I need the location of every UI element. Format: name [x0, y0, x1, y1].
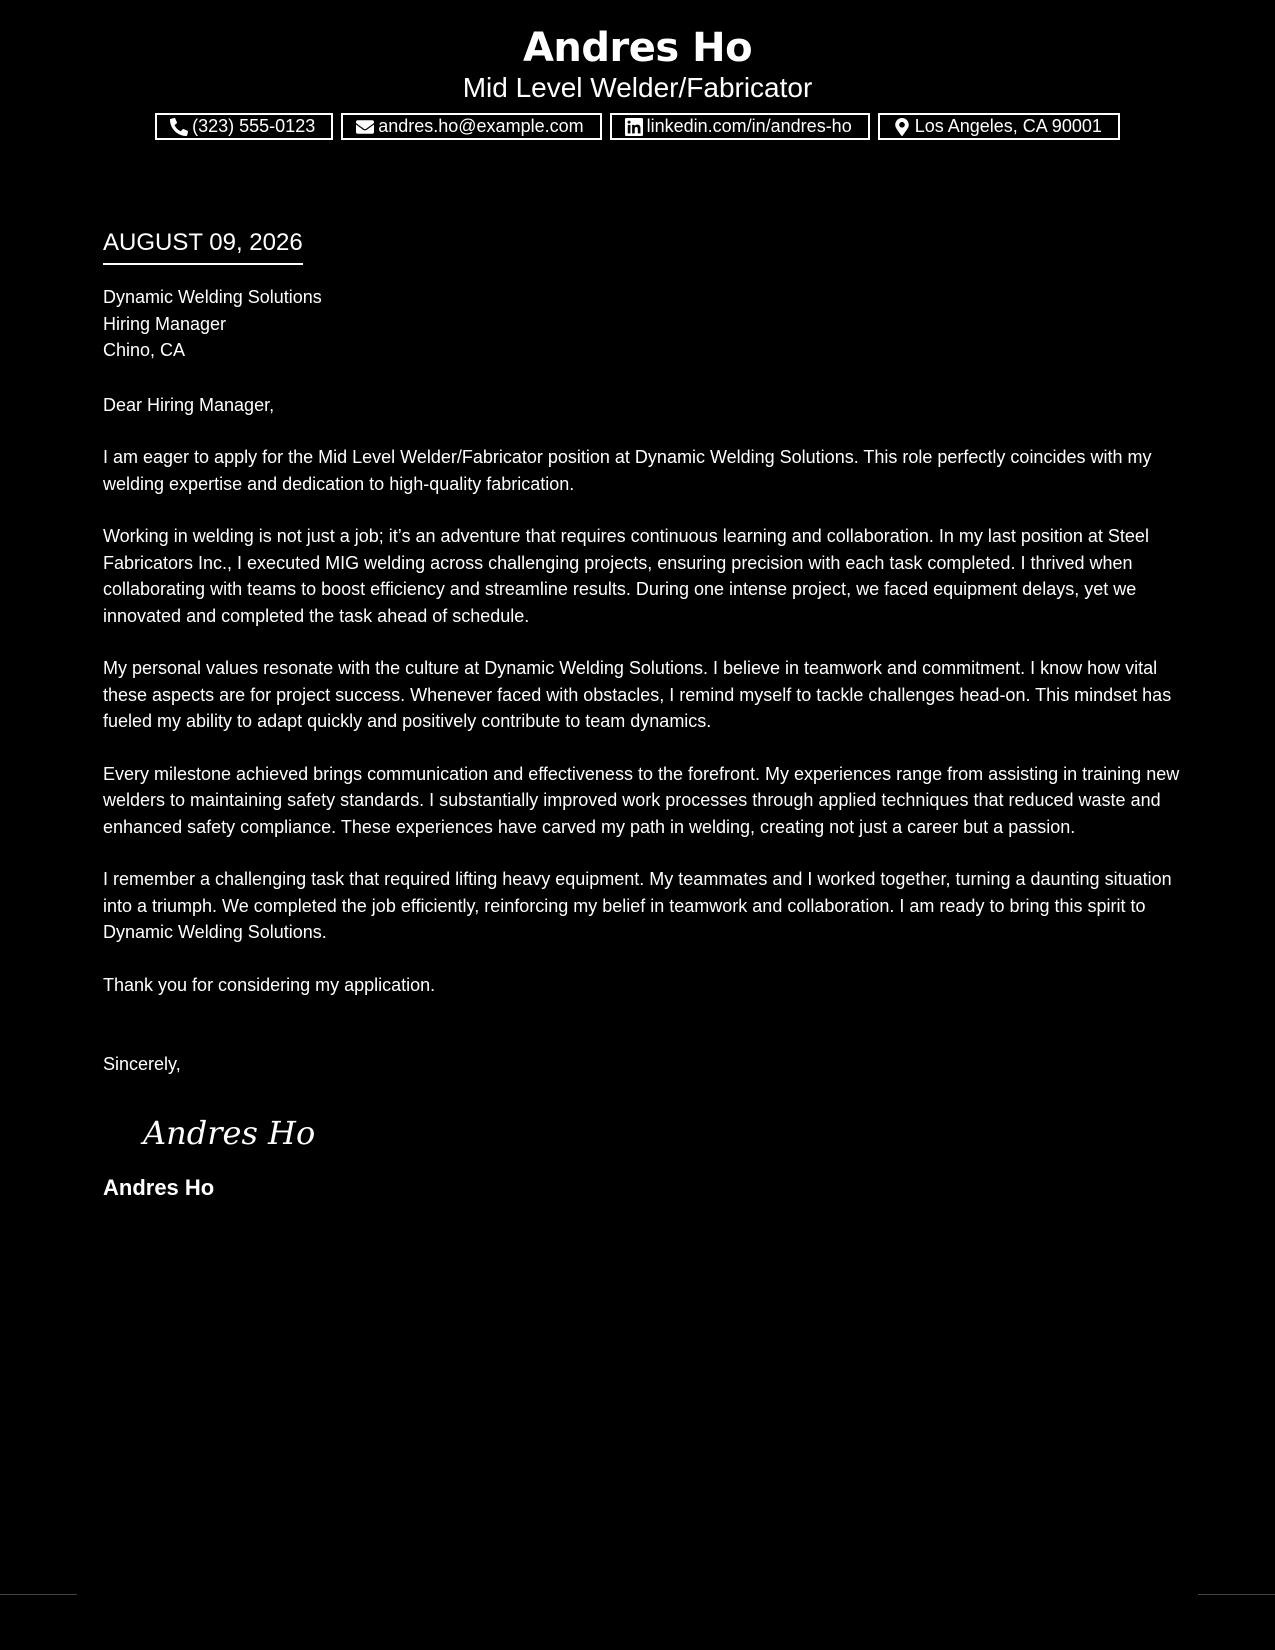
contact-phone[interactable] — [155, 113, 333, 140]
job-title: Mid Level Welder/Fabricator — [462, 72, 813, 103]
contact-location-text: Los Angeles, CA 90001 — [914, 116, 1102, 136]
contact-email-text: andres.ho@example.com — [378, 116, 584, 136]
recipient-block — [103, 284, 1183, 364]
handwritten-signature — [139, 1104, 1183, 1158]
map-pin-icon — [893, 118, 911, 136]
body-paragraph: Every milestone achieved brings communication and effectiveness to the forefront. My experiences range from assisting in training new welders to maintaining safety standards. I substantially improved work processes through applied techniques that reduced waste and enhanced safety compliance. These experiences have carved my path in welding, creating not just a career but a passion. — [103, 763, 1180, 837]
body-paragraph: I am eager to apply for the Mid Level Welder/Fabricator position at Dynamic Welding Solutions. This role perfectly coincides with my welding expertise and dedication to high-quality fabrication. — [103, 447, 1152, 494]
body-paragraph: Working in welding is not just a job; it’s an adventure that requires continuous learning and collaboration. In my last position at Steel Fabricators Inc., I executed MIG welding across challenging projects, ensuring precision with each task completed. I thrived when collaborating with teams to boost efficiency and streamline results. During one intense project, we faced equipment delays, yet we innovated and completed the task ahead of schedule. — [103, 526, 1149, 626]
footer-rule-right — [1198, 1594, 1275, 1595]
contact-email[interactable] — [341, 113, 601, 140]
contact-linkedin[interactable] — [610, 113, 870, 140]
recipient-company: Dynamic Welding Solutions — [103, 287, 322, 307]
recipient-location: Chino, CA — [103, 340, 186, 360]
applicant-name: Andres Ho — [522, 25, 753, 71]
salutation: Dear Hiring Manager, — [103, 394, 275, 415]
recipient-contact: Hiring Manager — [103, 313, 227, 334]
body-paragraph: I remember a challenging task that required lifting heavy equipment. My teammates and I worked together, turning a daunting situation into a triumph. We completed the job efficiently, reinforcing my belief in teamwork and collaboration. I am ready to bring this spirit to Dynamic Welding Solutions. — [103, 869, 1172, 942]
contact-location[interactable] — [878, 113, 1120, 140]
contact-phone-text: (323) 555-0123 — [192, 116, 316, 136]
contact-bar — [0, 113, 1275, 140]
letter-date: AUGUST 09, 2026 — [103, 228, 303, 265]
envelope-icon — [356, 118, 374, 136]
phone-icon — [170, 118, 188, 136]
signed-name: Andres Ho — [103, 1174, 215, 1200]
footer-rule-left — [0, 1594, 77, 1595]
signature-drawing — [139, 1104, 339, 1158]
contact-linkedin-text: linkedin.com/in/andres-ho — [646, 116, 852, 136]
letter-header — [0, 22, 1275, 104]
closing: Sincerely, — [103, 1054, 181, 1074]
linkedin-icon — [625, 118, 643, 136]
letter-body — [103, 228, 1183, 1202]
signature-text: Andres Ho — [143, 1113, 316, 1152]
thank-you-line: Thank you for considering my application. — [103, 974, 436, 995]
body-paragraph: My personal values resonate with the culture at Dynamic Welding Solutions. I believe in teamwork and commitment. I know how vital these aspects are for project success. Whenever faced with obstacles, I remind myself to tackle challenges head-on. This mindset has fueled my ability to adapt quickly and positively contribute to team dynamics. — [103, 658, 1172, 731]
